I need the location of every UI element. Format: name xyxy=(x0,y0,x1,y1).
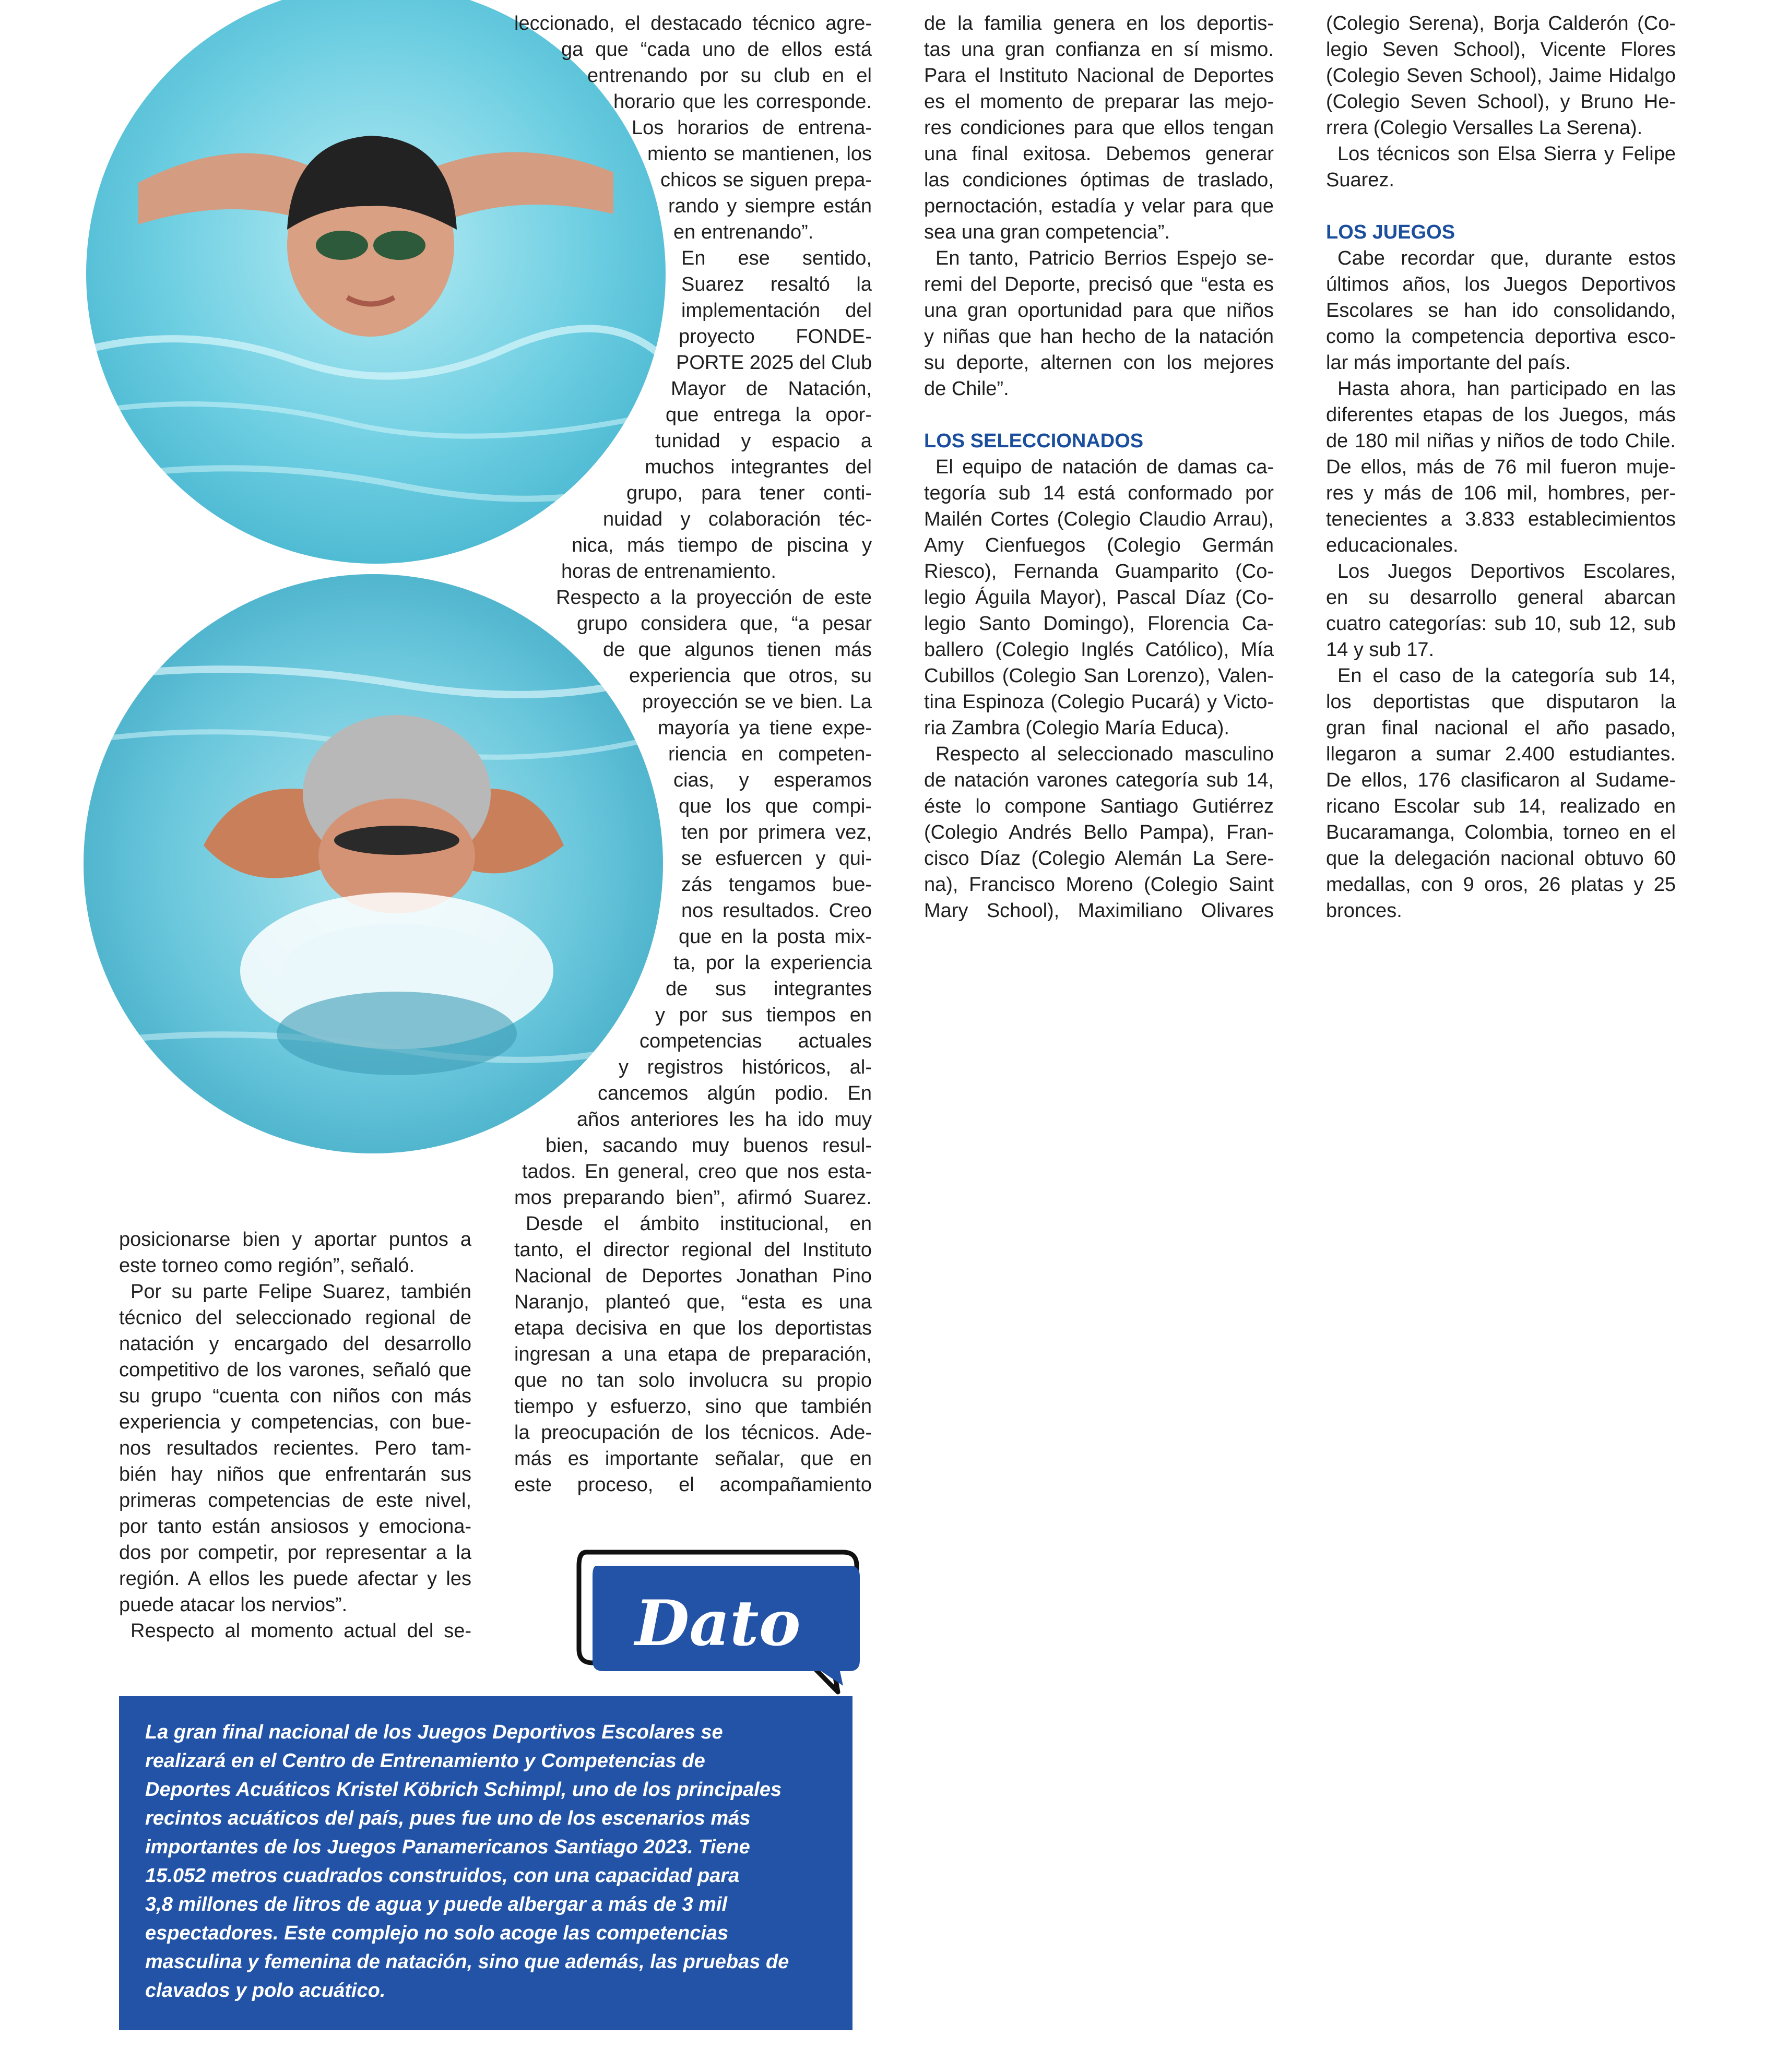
text-line: diferentes etapas de los Juegos, más xyxy=(1326,404,1676,426)
text-line: bronces. xyxy=(1326,900,1402,922)
text-line: Escolares se han ido consolidando, xyxy=(1326,300,1676,321)
text-line: nica, más tiempo de piscina y xyxy=(572,534,872,556)
text-line: es el momento de preparar las mejo- xyxy=(924,91,1274,113)
text-line: en entrenando”. xyxy=(673,221,814,243)
text-line: realizará en el Centro de Entrenamiento y Competencias de xyxy=(145,1750,705,1772)
text-line: horas de entrenamiento. xyxy=(561,561,776,582)
text-line: y registros históricos, al- xyxy=(619,1056,872,1078)
text-line: (Colegio Andrés Bello Pampa), Fran- xyxy=(924,821,1274,843)
text-line: Desde el ámbito institucional, en xyxy=(526,1213,872,1235)
text-line: horario que les corresponde. xyxy=(613,91,872,113)
text-line: proyección se ve bien. La xyxy=(642,691,872,713)
text-line: natación y encargado del desarrollo xyxy=(119,1333,471,1355)
text-line: nos resultados recientes. Pero tam- xyxy=(119,1437,471,1459)
text-line: tenecientes a 3.833 establecimientos xyxy=(1326,508,1676,530)
text-line: una final exitosa. Debemos generar xyxy=(924,143,1274,165)
text-line: mayoría ya tiene expe- xyxy=(658,717,872,739)
text-line: Cubillos (Colegio San Lorenzo), Valen- xyxy=(924,665,1274,687)
text-line: educacionales. xyxy=(1326,534,1459,556)
text-line: tiempo y esfuerzo, sino que también xyxy=(514,1396,872,1418)
text-line: que la delegación nacional obtuvo 60 xyxy=(1326,848,1676,870)
text-line: de natación varones categoría sub 14, xyxy=(924,769,1274,791)
text-line: de que algunos tienen más xyxy=(603,639,872,661)
text-line: competitivo de los varones, señaló que xyxy=(119,1359,471,1381)
text-line: Nacional de Deportes Jonathan Pino xyxy=(514,1265,872,1287)
text-line: de 180 mil niñas y niños de todo Chile. xyxy=(1326,430,1676,452)
text-line: Hasta ahora, han participado en las xyxy=(1337,378,1676,400)
text-line: tina Espinoza (Colegio Pucará) y Victo- xyxy=(924,691,1274,713)
text-line: en su desarrollo general abarcan xyxy=(1326,587,1676,609)
text-line: Respecto al seleccionado masculino xyxy=(936,743,1274,765)
text-line: ingresan a una etapa de preparación, xyxy=(514,1343,872,1365)
text-line: que no tan solo involucra su propio xyxy=(514,1370,872,1391)
text-line: de sus integrantes xyxy=(666,978,872,1000)
text-line: lar más importante del país. xyxy=(1326,352,1571,374)
text-line: legio Santo Domingo), Florencia Ca- xyxy=(924,613,1274,635)
text-line: ten por primera vez, xyxy=(681,821,872,843)
text-line: cuatro categorías: sub 10, sub 12, sub xyxy=(1326,613,1676,635)
column-2 xyxy=(514,10,872,1498)
text-line: que en la posta mix- xyxy=(679,926,872,948)
text-line: El equipo de natación de damas ca- xyxy=(936,456,1274,478)
text-line: ria Zambra (Colegio María Educa). xyxy=(924,717,1229,739)
text-line: experiencia que otros, su xyxy=(629,665,872,687)
text-line: ricano Escolar sub 14, realizado en xyxy=(1326,795,1676,817)
text-line: nuidad y colaboración téc- xyxy=(603,508,872,530)
text-line: 14 y sub 17. xyxy=(1326,639,1435,661)
text-line: remi del Deporte, precisó que “esta es xyxy=(924,273,1274,295)
text-line: que entrega la opor- xyxy=(666,404,872,426)
text-line: Respecto a la proyección de este xyxy=(556,587,872,609)
text-line: técnico del seleccionado regional de xyxy=(119,1307,471,1329)
text-line: gran final nacional el año pasado, xyxy=(1326,717,1676,739)
text-line: Bucaramanga, Colombia, torneo en el xyxy=(1326,821,1676,843)
text-line: res y más de 106 mil, hombres, per- xyxy=(1326,482,1676,504)
text-line: En el caso de la categoría sub 14, xyxy=(1337,665,1676,687)
text-line: Mailén Cortes (Colegio Claudio Arrau), xyxy=(924,508,1274,530)
text-line: Respecto al momento actual del se- xyxy=(131,1620,471,1642)
text-line: Naranjo, planteó que, “esta es una xyxy=(514,1291,872,1313)
text-line: tas una gran confianza en sí mismo. xyxy=(924,39,1274,61)
text-line: ballero (Colegio Inglés Católico), Mía xyxy=(924,639,1274,661)
text-line: importantes de los Juegos Panamericanos Santiago 2023. Tiene xyxy=(145,1836,750,1858)
column-3 xyxy=(924,10,1274,924)
text-line: Riesco), Fernanda Guamparito (Co- xyxy=(924,561,1274,582)
text-line: rando y siempre están xyxy=(668,195,872,217)
text-line: tunidad y espacio a xyxy=(655,430,872,452)
text-line: tados. En general, creo que nos esta- xyxy=(522,1161,872,1183)
text-line: Mayor de Natación, xyxy=(671,378,872,400)
text-line: bién hay niños que enfrentarán sus xyxy=(119,1463,471,1485)
text-line: nos resultados. Creo xyxy=(681,900,872,922)
section-gap xyxy=(1326,193,1676,219)
text-line: En tanto, Patricio Berrios Espejo se- xyxy=(936,247,1274,269)
text-line: recintos acuáticos del país, pues fue uno de los escenarios más xyxy=(145,1807,751,1829)
text-line: PORTE 2025 del Club xyxy=(676,352,872,374)
text-line: clavados y polo acuático. xyxy=(145,1980,386,2002)
text-line: Por su parte Felipe Suarez, también xyxy=(131,1281,471,1303)
dato-text xyxy=(145,1718,834,2005)
text-line: De ellos, más de 76 mil fueron muje- xyxy=(1326,456,1676,478)
text-line: 3,8 millones de litros de agua y puede albergar a más de 3 mil xyxy=(145,1894,728,1915)
text-line: de la familia genera en los deportis- xyxy=(924,13,1274,34)
text-line: etapa decisiva en que los deportistas xyxy=(514,1317,872,1339)
text-line: sea una gran competencia”. xyxy=(924,221,1170,243)
dato-label: Dato xyxy=(635,1586,801,1660)
text-line: por tanto están ansiosos y emociona- xyxy=(119,1516,471,1538)
text-line: espectadores. Este complejo no solo acoge las competencias xyxy=(145,1922,729,1944)
text-line: la preocupación de los técnicos. Ade- xyxy=(514,1422,872,1444)
text-line: De ellos, 176 clasificaron al Sudame- xyxy=(1326,769,1676,791)
text-line: (Colegio Seven School), y Bruno He- xyxy=(1326,91,1676,113)
column-4 xyxy=(1326,10,1676,924)
text-line: su deporte, alternen con los mejores xyxy=(924,352,1274,374)
text-line: Cabe recordar que, durante estos xyxy=(1337,247,1676,269)
text-line: cias, y esperamos xyxy=(673,769,872,791)
text-line: este torneo como región”, señaló. xyxy=(119,1255,415,1277)
text-line: Los horarios de entrena- xyxy=(632,117,872,139)
text-line: cancemos algún podio. En xyxy=(598,1082,872,1104)
text-line: leccionado, el destacado técnico agre- xyxy=(514,13,872,34)
text-line: Suarez resaltó la xyxy=(681,273,872,295)
text-line: na), Francisco Moreno (Colegio Saint xyxy=(924,874,1274,896)
dato-info-box xyxy=(119,1696,852,2030)
text-line: competencias actuales xyxy=(640,1030,872,1052)
text-line: grupo considera que, “a pesar xyxy=(577,613,872,635)
text-line: como la competencia deportiva esco- xyxy=(1326,326,1676,348)
text-line: pernoctación, estadía y velar para que xyxy=(924,195,1274,217)
text-line: primeras competencias de este nivel, xyxy=(119,1490,471,1511)
text-line: Los técnicos son Elsa Sierra y Felipe xyxy=(1337,143,1676,165)
text-line: (Colegio Seven School), Jaime Hidalgo xyxy=(1326,65,1676,87)
text-line: éste lo compone Santiago Gutiérrez xyxy=(924,795,1274,817)
text-line: puede atacar los nervios”. xyxy=(119,1594,348,1616)
text-line: Para el Instituto Nacional de Deportes xyxy=(924,65,1274,87)
text-line: chicos se siguen prepa- xyxy=(660,169,872,191)
dato-badge xyxy=(572,1545,864,1701)
text-line: los deportistas que disputaron la xyxy=(1326,691,1676,713)
text-line: este proceso, el acompañamiento xyxy=(514,1474,872,1496)
text-line: proyecto FONDE- xyxy=(679,326,872,348)
text-line: miento se mantienen, los xyxy=(647,143,872,165)
text-line: ga que “cada uno de ellos está xyxy=(561,39,872,61)
text-line: que los que compi- xyxy=(679,795,872,817)
text-line: experiencia y competencias, con bue- xyxy=(119,1411,471,1433)
text-line: últimos años, los Juegos Deportivos xyxy=(1326,273,1676,295)
section-heading: LOS SELECCIONADOS xyxy=(924,430,1144,452)
text-line: legio Águila Mayor), Pascal Díaz (Co- xyxy=(924,587,1274,609)
text-line: medallas, con 9 oros, 26 platas y 25 xyxy=(1326,874,1676,896)
text-line: rrera (Colegio Versalles La Serena). xyxy=(1326,117,1643,139)
text-line: y por sus tiempos en xyxy=(655,1004,872,1026)
text-line: entrenando por su club en el xyxy=(587,65,872,87)
text-line: res condiciones para que ellos tengan xyxy=(924,117,1274,139)
text-line: legio Seven School), Vicente Flores xyxy=(1326,39,1676,61)
text-line: una gran oportunidad para que niños xyxy=(924,300,1274,321)
text-line: de Chile”. xyxy=(924,378,1009,400)
text-line: mos preparando bien”, afirmó Suarez. xyxy=(514,1187,872,1209)
text-line: bien, sacando muy buenos resul- xyxy=(546,1135,872,1157)
text-line: La gran final nacional de los Juegos Deportivos Escolares se xyxy=(145,1721,723,1743)
text-line: Amy Cienfuegos (Colegio Germán xyxy=(924,534,1274,556)
section-gap xyxy=(924,402,1274,428)
text-line: En ese sentido, xyxy=(681,247,872,269)
text-line: Suarez. xyxy=(1326,169,1394,191)
text-line: años anteriores les ha ido muy xyxy=(577,1109,872,1130)
text-line: y niñas que han hecho de la natación xyxy=(924,326,1274,348)
text-line: su grupo “cuenta con niños con más xyxy=(119,1385,471,1407)
text-line: cisco Díaz (Colegio Alemán La Sere- xyxy=(924,848,1274,870)
text-line: región. A ellos les puede afectar y les xyxy=(119,1568,471,1590)
text-line: 15.052 metros cuadrados construidos, con una capacidad para xyxy=(145,1865,740,1887)
section-heading: LOS JUEGOS xyxy=(1326,221,1455,243)
text-line: ta, por la experiencia xyxy=(673,952,872,974)
text-line: riencia en competen- xyxy=(668,743,872,765)
text-line: tanto, el director regional del Instituto xyxy=(514,1239,872,1261)
text-line: Los Juegos Deportivos Escolares, xyxy=(1337,561,1676,582)
text-line: implementación del xyxy=(681,300,872,321)
text-line: se esfuercen y qui- xyxy=(681,848,872,870)
text-line: llegaron a sumar 2.400 estudiantes. xyxy=(1326,743,1676,765)
text-line: tegoría sub 14 está conformado por xyxy=(924,482,1274,504)
text-line: más es importante señalar, que en xyxy=(514,1448,872,1470)
text-line: posicionarse bien y aportar puntos a xyxy=(119,1229,471,1251)
text-line: Mary School), Maximiliano Olivares xyxy=(924,900,1274,922)
text-line: dos por competir, por representar a la xyxy=(119,1542,471,1564)
text-line: Deportes Acuáticos Kristel Köbrich Schimpl, uno de los principales xyxy=(145,1779,782,1801)
text-line: zás tengamos bue- xyxy=(681,874,872,896)
column-1 xyxy=(119,1226,471,1644)
text-line: muchos integrantes del xyxy=(645,456,872,478)
text-line: grupo, para tener conti- xyxy=(626,482,872,504)
text-line: las condiciones óptimas de traslado, xyxy=(924,169,1274,191)
text-line: (Colegio Serena), Borja Calderón (Co- xyxy=(1326,13,1676,34)
text-line: masculina y femenina de natación, sino que además, las pruebas de xyxy=(145,1951,789,1973)
